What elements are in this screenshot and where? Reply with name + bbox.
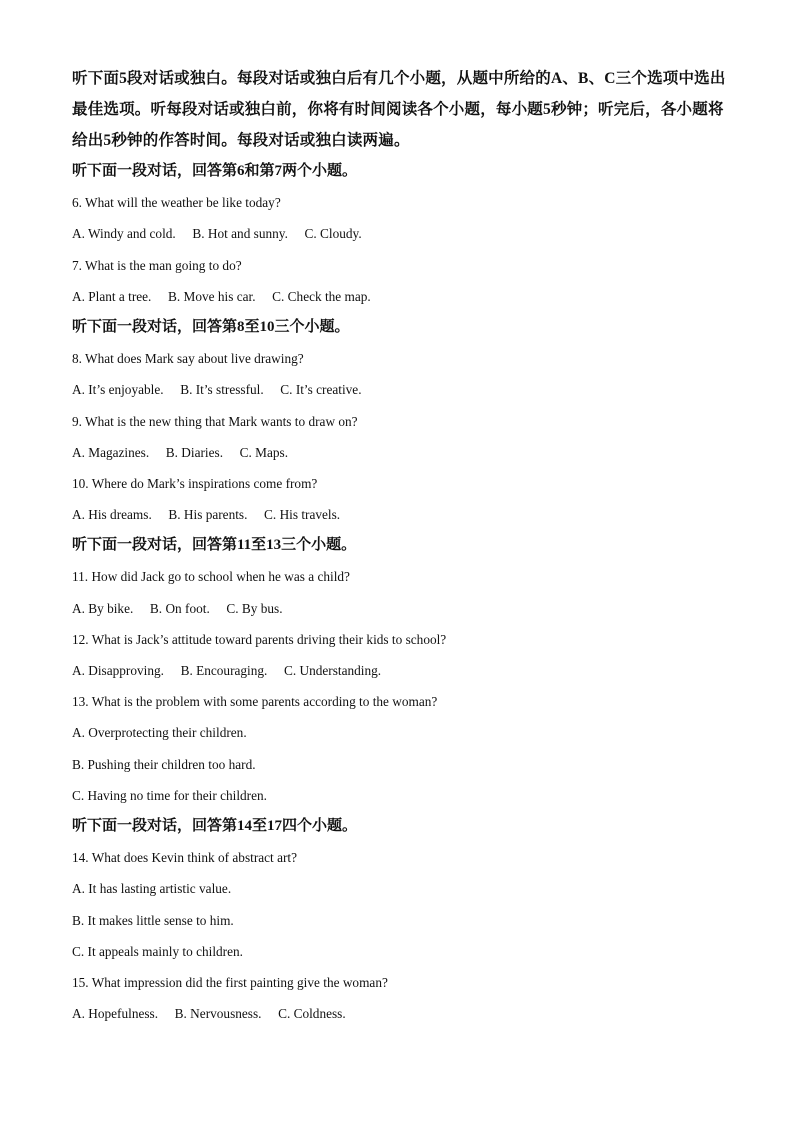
answer-options: A. Windy and cold. B. Hot and sunny. C. Cloudy. <box>72 226 362 242</box>
question-text: 6. What will the weather be like today? <box>72 195 281 211</box>
question-text: 13. What is the problem with some parents according to the woman? <box>72 694 438 710</box>
question-text: 14. What does Kevin think of abstract art? <box>72 850 297 866</box>
answer-options: A. His dreams. B. His parents. C. His travels. <box>72 507 341 523</box>
question-list <box>72 156 732 1029</box>
answer-option: A. It has lasting artistic value. <box>72 881 232 897</box>
answer-option: B. It makes little sense to him. <box>72 912 234 928</box>
answer-option: A. Overprotecting their children. <box>72 725 247 741</box>
section-instructions: 听下面5段对话或独白。每段对话或独白后有几个小题，从题中所给的A、B、C三个选项中选出最佳选项。听每段对话或独白前，你将有时间阅读各个小题，每小题5秒钟；听完后，各小题将给出5秒钟的作答时间。每段对话或独白读两遍。 <box>72 70 726 149</box>
answer-option: C. It appeals mainly to children. <box>72 943 243 959</box>
answer-options: A. Hopefulness. B. Nervousness. C. Coldness. <box>72 1006 346 1022</box>
answer-options: A. By bike. B. On foot. C. By bus. <box>72 600 283 616</box>
answer-options: A. Disapproving. B. Encouraging. C. Understanding. <box>72 663 382 678</box>
question-text: 15. What impression did the first painting give the woman? <box>72 974 388 990</box>
dialogue-instruction: 听下面一段对话，回答第8至10三个小题。 <box>72 318 350 335</box>
question-text: 12. What is Jack’s attitude toward parents driving their kids to school? <box>72 631 447 647</box>
question-text: 8. What does Mark say about live drawing? <box>72 351 304 367</box>
dialogue-instruction: 听下面一段对话，回答第11至13三个小题。 <box>72 537 357 554</box>
question-text: 10. Where do Mark’s inspirations come from? <box>72 475 318 491</box>
answer-options: A. It’s enjoyable. B. It’s stressful. C. It’s creative. <box>72 382 362 398</box>
answer-options: A. Magazines. B. Diaries. C. Maps. <box>72 444 289 460</box>
answer-option: C. Having no time for their children. <box>72 787 267 803</box>
dialogue-instruction: 听下面一段对话，回答第14至17四个小题。 <box>72 817 358 834</box>
question-text: 7. What is the man going to do? <box>72 257 242 273</box>
dialogue-instruction: 听下面一段对话，回答第6和第7两个小题。 <box>72 163 358 179</box>
question-text: 11. How did Jack go to school when he was a child? <box>72 569 350 585</box>
answer-option: B. Pushing their children too hard. <box>72 756 256 772</box>
question-text: 9. What is the new thing that Mark wants to draw on? <box>72 413 358 429</box>
answer-options: A. Plant a tree. B. Move his car. C. Check the map. <box>72 288 371 304</box>
